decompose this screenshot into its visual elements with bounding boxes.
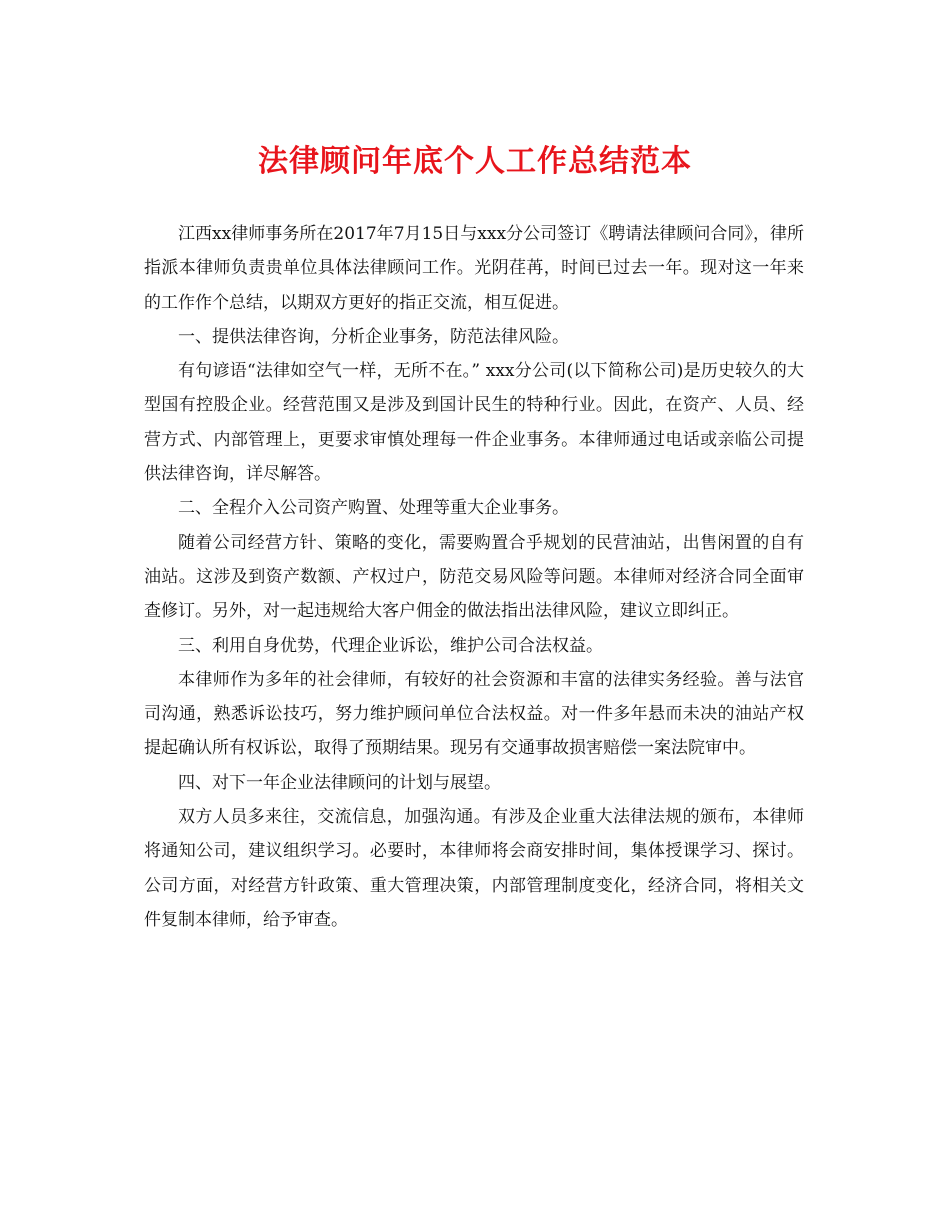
section-heading-2: 二、全程介入公司资产购置、处理等重大企业事务。 [178,498,569,519]
section-paragraph-2: 随着公司经营方针、策略的变化，需要购置合乎规划的民营油站，出售闲置的自有油站。这涉及到资产数额、产权过户，防范交易风险等问题。本律师对经济合同全面审查修订。另外，对一起违规给大客户佣金的做法指出法律风险，建议立即纠正。 [144,532,804,622]
section-heading-4: 四、对下一年企业法律顾问的计划与展望。 [178,772,501,793]
section-paragraph-1: 有句谚语“法律如空气一样，无所不在。” xxx分公司(以下简称公司)是历史较久的大型国有控股企业。经营范围又是涉及到国计民生的特种行业。因此，在资产、人员、经营方式、内部管理上，更要求审慎处理每一件企业事务。本律师通过电话或亲临公司提供法律咨询，详尽解答。 [144,361,804,485]
section-heading-3: 三、利用自身优势，代理企业诉讼，维护公司合法权益。 [178,635,603,656]
section-paragraph-3: 本律师作为多年的社会律师，有较好的社会资源和丰富的法律实务经验。善与法官司沟通，熟悉诉讼技巧，努力维护顾问单位合法权益。对一件多年悬而未决的油站产权提起确认所有权诉讼，取得了预期结果。现另有交通事故损害赔偿一案法院审中。 [144,669,804,759]
document-title: 法律顾问年底个人工作总结范本 [258,144,692,179]
section-heading-1: 一、提供法律咨询，分析企业事务，防范法律风险。 [178,326,569,347]
section-paragraph-4: 双方人员多来往，交流信息，加强沟通。有涉及企业重大法律法规的颁布，本律师将通知公司，建议组织学习。必要时，本律师将会商安排时间，集体授课学习、探讨。公司方面，对经营方针政策、重大管理决策，内部管理制度变化，经济合同，将相关文件复制本律师，给予审查。 [144,807,804,930]
document-body [144,217,804,937]
intro-paragraph: 江西xx律师事务所在2017年7月15日与xxx分公司签订《聘请法律顾问合同》，律所指派本律师负责贵单位具体法律顾问工作。光阴荏苒，时间已过去一年。现对这一年来的工作作个总结，以期双方更好的指正交流，相互促进。 [144,224,804,313]
